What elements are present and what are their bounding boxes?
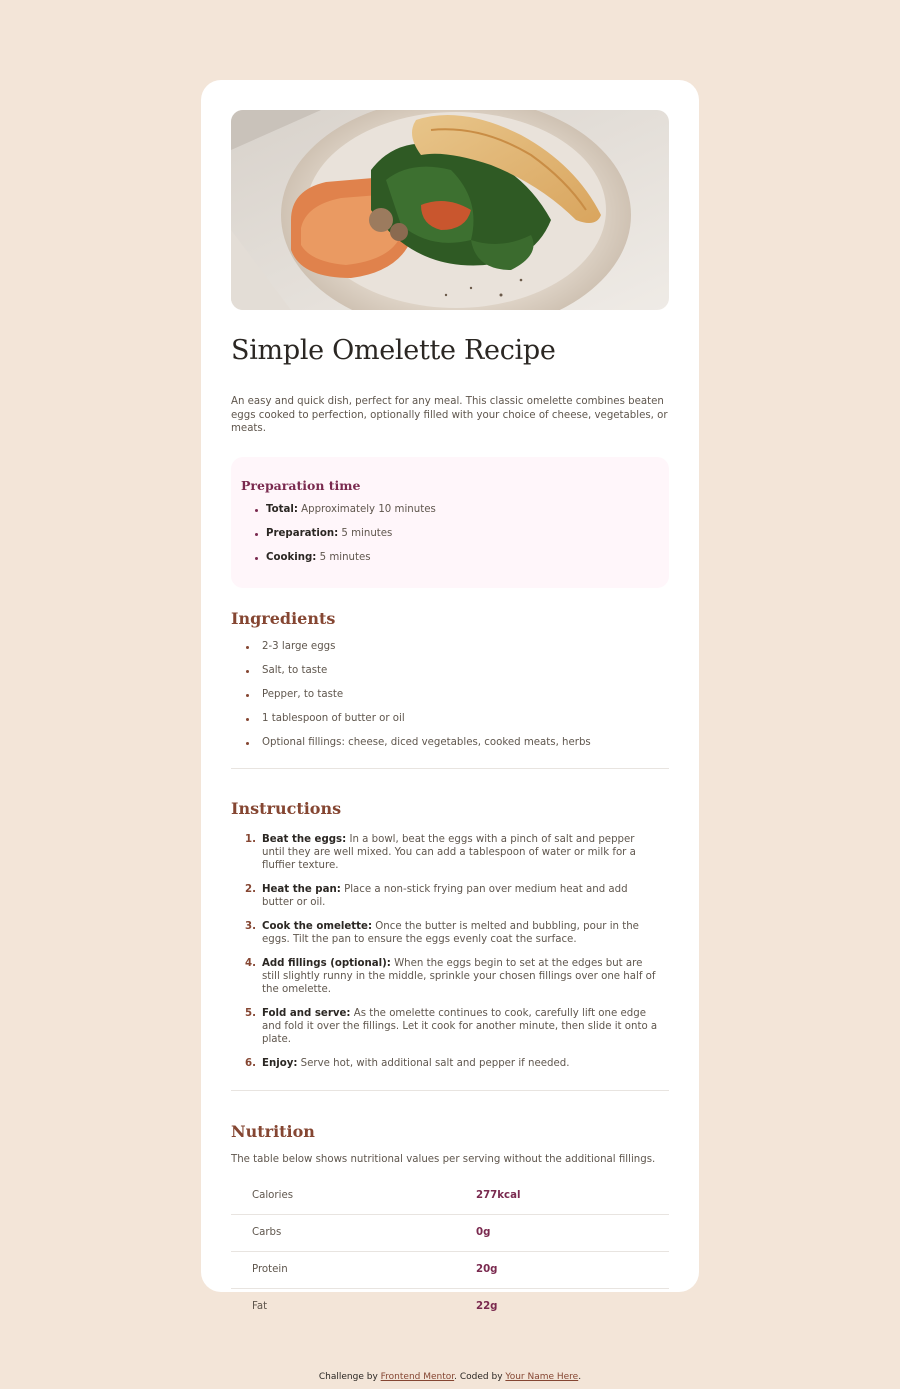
- recipe-intro: An easy and quick dish, perfect for any meal. This classic omelette combines beaten eggs cooked to perfection, optionally filled with your choice of cheese, vegetables, or meats.: [231, 396, 668, 434]
- author-link[interactable]: Your Name Here: [505, 1372, 579, 1382]
- nutrition-value: 22g: [476, 1301, 498, 1312]
- instructions-heading: Instructions: [231, 798, 342, 818]
- nutrition-value: 0g: [476, 1214, 669, 1251]
- nutrition-value: 277kcal: [476, 1178, 669, 1215]
- nutrition-value: 20g: [476, 1251, 669, 1288]
- divider: [231, 1090, 669, 1091]
- ingredients-section: [231, 608, 669, 760]
- list-item: Pepper, to taste: [231, 688, 669, 712]
- attribution-footer: Challenge by Frontend Mentor. Coded by Your Name Here.: [318, 1372, 582, 1382]
- recipe-card: [201, 80, 699, 1312]
- list-item: 2. Heat the pan: Place a non-stick frying pan over medium heat and add butter or oil.: [245, 883, 628, 908]
- preparation-heading: Preparation time: [241, 477, 361, 493]
- table-row: [231, 1251, 669, 1288]
- table-row: [231, 1214, 669, 1251]
- list-item: 1. Beat the eggs: In a bowl, beat the eggs with a pinch of salt and pepper until they are well mixed. You can add a tablespoon of water or milk for a fluffier texture.: [245, 833, 636, 871]
- nutrition-table: [231, 1178, 669, 1325]
- list-item: 4. Add fillings (optional): When the eggs begin to set at the edges but are still slightly runny in the middle, sprinkle your chosen fillings over one half of the omelette.: [245, 957, 656, 995]
- instructions-section: [231, 798, 669, 1070]
- nutrition-label: Fat: [252, 1301, 268, 1312]
- list-item: Total: Approximately 10 minutes: [241, 503, 659, 527]
- list-item: 6. Enjoy: Serve hot, with additional salt and pepper if needed.: [245, 1057, 570, 1069]
- frontend-mentor-link[interactable]: Frontend Mentor: [380, 1372, 455, 1382]
- recipe-title: Simple Omelette Recipe: [231, 335, 556, 366]
- list-item: 1 tablespoon of butter or oil: [231, 712, 669, 736]
- nutrition-heading: Nutrition: [231, 1121, 315, 1141]
- ingredients-heading: Ingredients: [231, 608, 336, 628]
- table-row: [231, 1288, 669, 1325]
- nutrition-section: [231, 1121, 669, 1325]
- preparation-list: [241, 503, 659, 575]
- list-item: 2-3 large eggs: [231, 640, 669, 664]
- preparation-time-box: [231, 457, 669, 588]
- table-row: [231, 1178, 669, 1215]
- omelette-image: [231, 110, 669, 310]
- list-item: Optional fillings: cheese, diced vegetables, cooked meats, herbs: [231, 736, 669, 760]
- divider: [231, 768, 669, 769]
- instructions-list: [231, 833, 669, 1070]
- ingredients-list: [231, 640, 669, 760]
- list-item: Salt, to taste: [231, 664, 669, 688]
- list-item: 3. Cook the omelette: Once the butter is melted and bubbling, pour in the eggs. Tilt the pan to ensure the eggs evenly coat the surface.: [245, 920, 639, 945]
- list-item: 5. Fold and serve: As the omelette continues to cook, carefully lift one edge and fold it over the fillings. Let it cook for another minute, then slide it onto a plate.: [245, 1007, 658, 1045]
- list-item: Preparation: 5 minutes: [241, 527, 659, 551]
- list-item: Cooking: 5 minutes: [241, 551, 659, 575]
- nutrition-label: Calories: [231, 1178, 476, 1215]
- nutrition-description: The table below shows nutritional values per serving without the additional fillings.: [231, 1153, 656, 1165]
- nutrition-label: Protein: [231, 1251, 476, 1288]
- nutrition-label: Carbs: [231, 1214, 476, 1251]
